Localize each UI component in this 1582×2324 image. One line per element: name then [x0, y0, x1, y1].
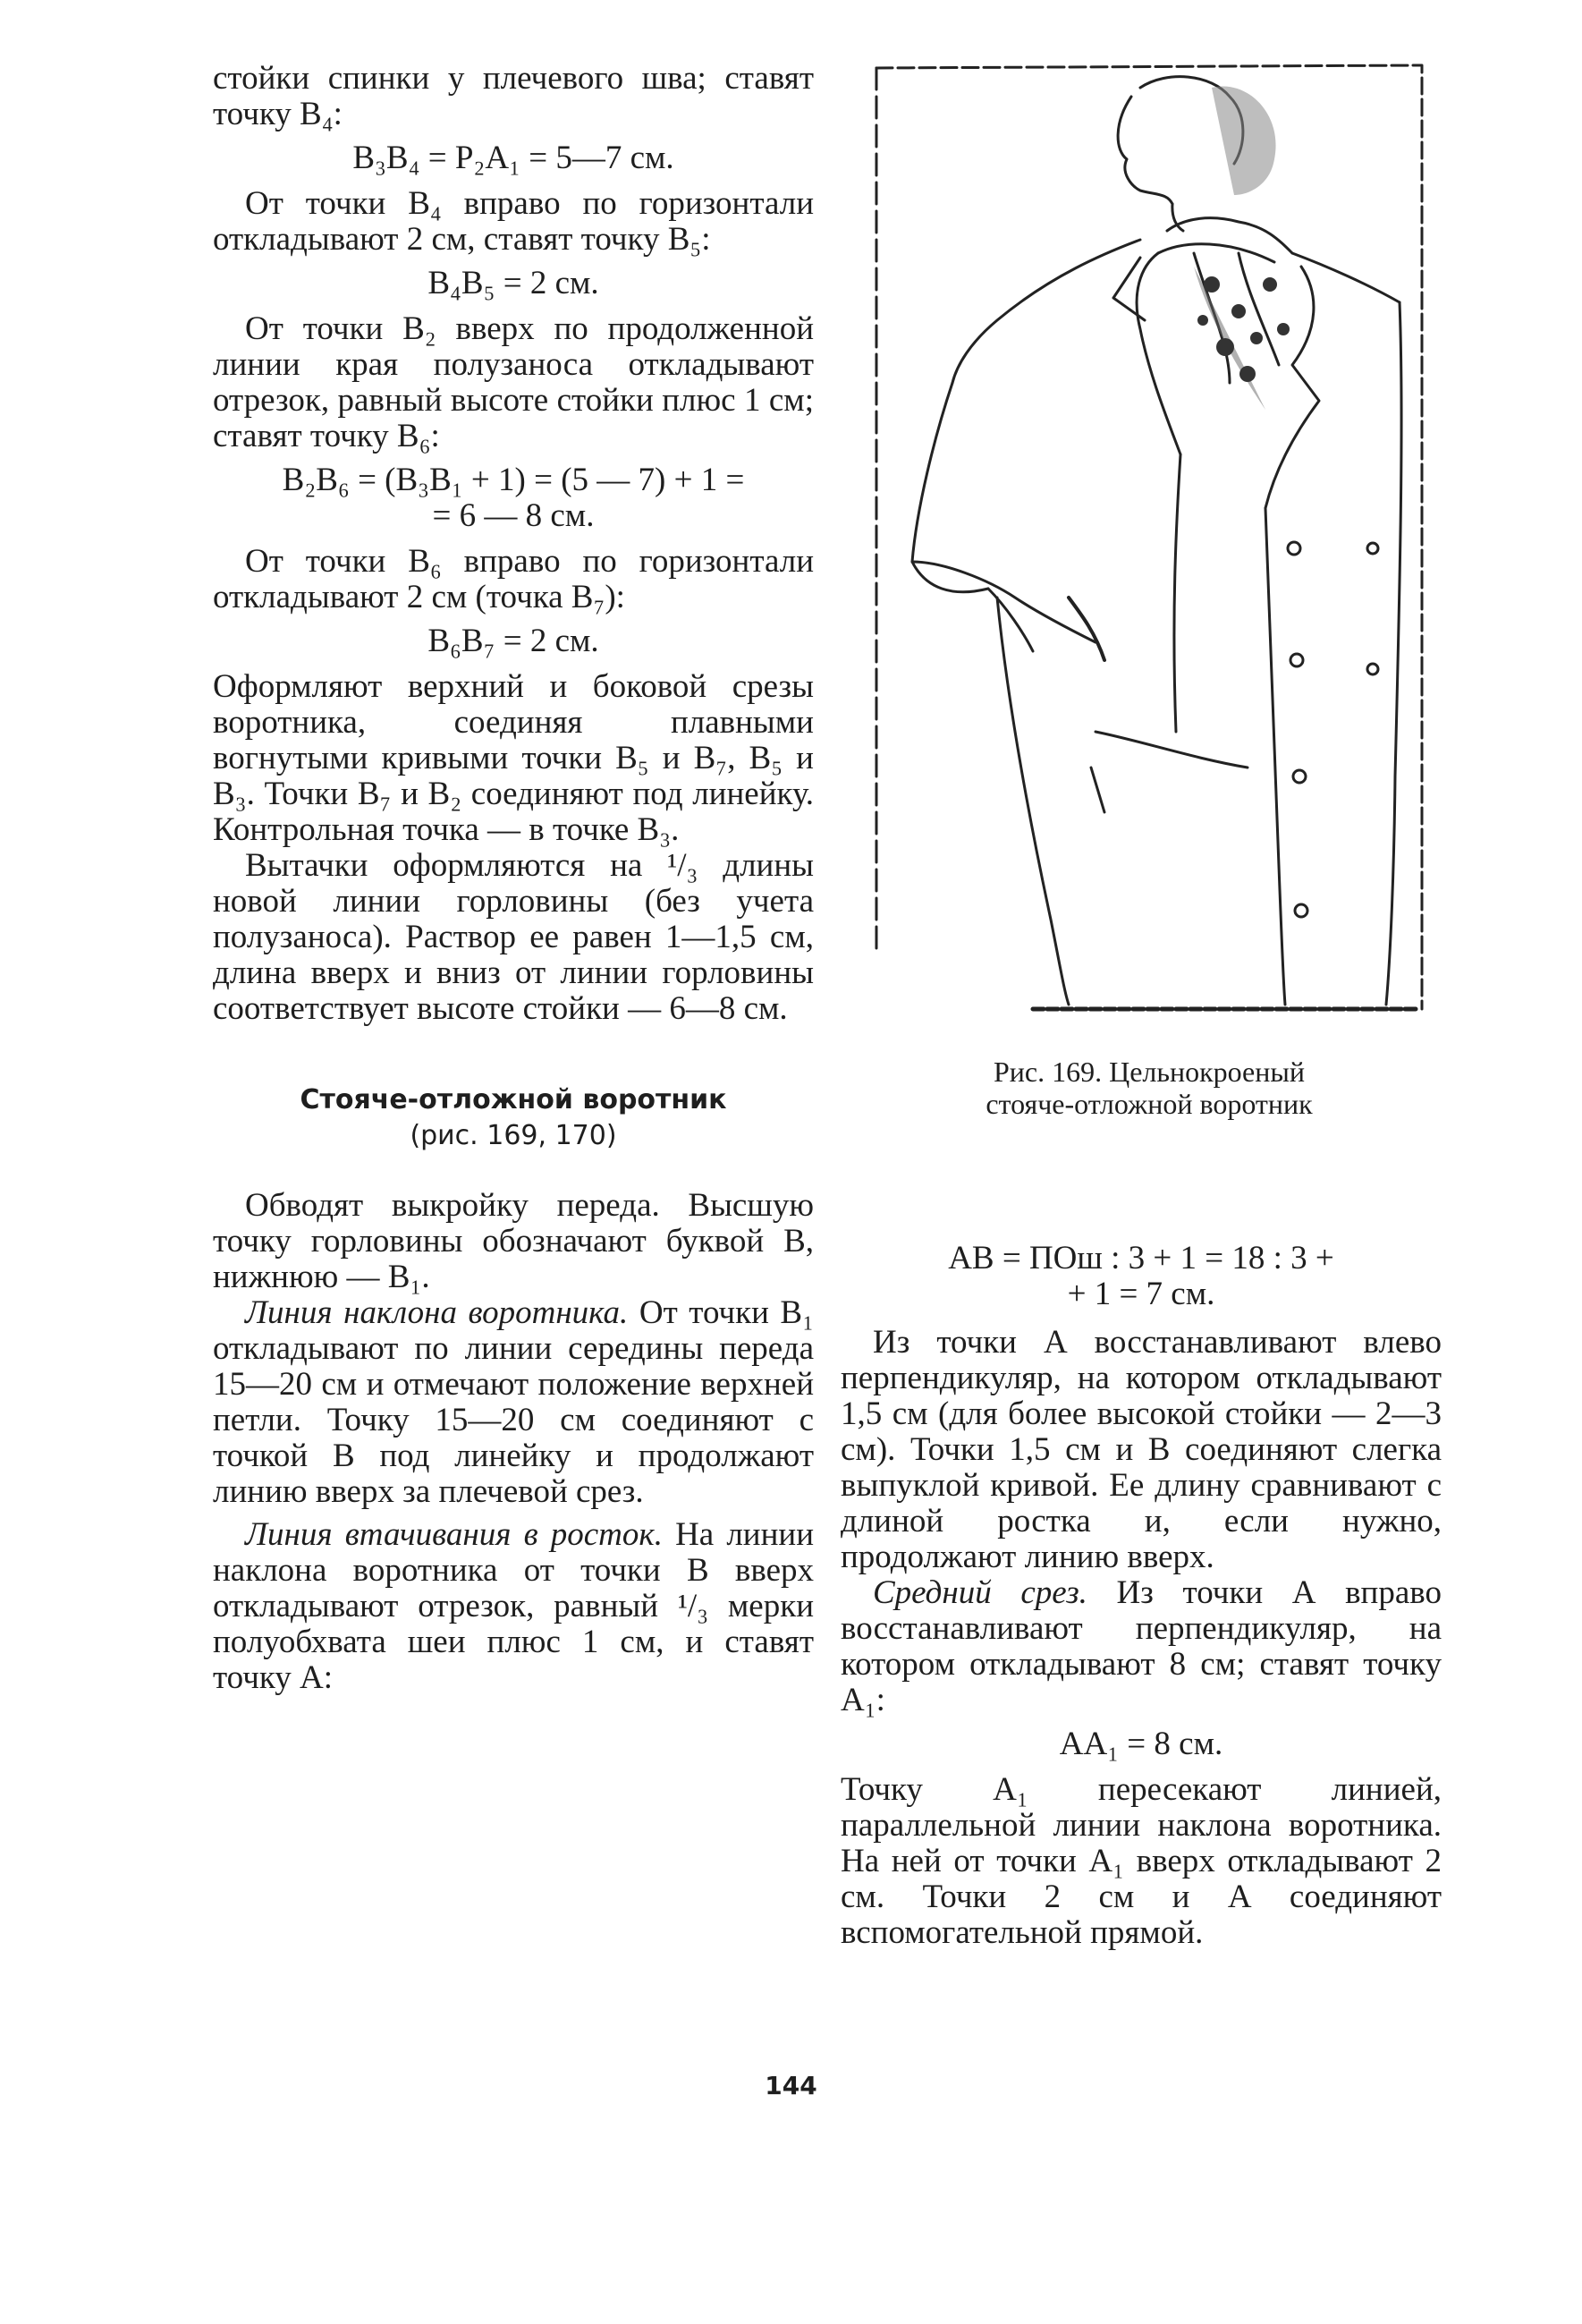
- paragraph: [213, 1295, 814, 1510]
- figure-caption: [845, 1056, 1453, 1120]
- section-heading-reference: (рис. 169, 170): [410, 1120, 617, 1151]
- formula: АА₁ = 8 см.: [1059, 1726, 1223, 1762]
- caption-line: стояче-отложной воротник: [986, 1088, 1313, 1120]
- italic-term: Линия наклона воротника.: [245, 1294, 629, 1331]
- italic-term: Средний срез.: [873, 1574, 1087, 1611]
- paragraph: стойки спинки у плечевого шва; ставят точку В₄:: [213, 60, 814, 132]
- figure-illustration: [872, 61, 1426, 1027]
- paragraph-text: От точки В₁ откладывают по линии середины переда 15—20 см и отмечают положение верхней петли. Точку 15—20 см соединяют с точкой В под линейку и продолжают линию вверх за плечевой срез.: [213, 1294, 814, 1510]
- paragraph: [213, 1517, 814, 1696]
- caption-line: Рис. 169. Цельнокроеный: [993, 1056, 1305, 1088]
- formula-continued: + 1 = 7 см.: [1067, 1276, 1215, 1312]
- italic-term: Линия втачивания в росток.: [245, 1516, 663, 1553]
- formula-continued: = 6 — 8 см.: [432, 497, 595, 534]
- page-number: 144: [765, 2071, 817, 2100]
- paragraph: [841, 1575, 1442, 1718]
- paragraph: Точку А₁ пересекают линией, параллельной линии наклона воротника. На ней от точки А₁ вверх откладывают 2 см. Точки 2 см и А соединяют вспомогательной прямой.: [841, 1771, 1442, 1951]
- formula: В₆В₇ = 2 см.: [427, 623, 599, 659]
- formula: В₃В₄ = Р₂А₁ = 5—7 см.: [352, 140, 674, 176]
- paragraph: Из точки А восстанавливают влево перпендикуляр, на котором откладывают 1,5 см (для более высокой стойки — 2—3 см). Точки 1,5 см и В соединяют слегка выпуклой кривой. Ее длину сравнивают с длиной ростка и, если нужно, продолжают линию вверх.: [841, 1324, 1442, 1575]
- right-column: [841, 1233, 1442, 1951]
- left-column: [213, 61, 814, 1696]
- paragraph: Оформляют верхний и боковой срезы воротника, соединяя плавными вогнутыми кривыми точки В₅ и В₇, В₅ и В₃. Точки В₇ и В₂ соединяют под линейку. Контрольная точка — в точке В₃.: [213, 668, 814, 848]
- formula: В₂В₆ = (В₃В₁ + 1) = (5 — 7) + 1 =: [282, 462, 745, 498]
- section-heading: Стояче-отложной воротник: [300, 1084, 727, 1115]
- paragraph-text: Из точки А вправо восстанавливают перпендикуляр, на котором откладывают 8 см; ставят точку А₁:: [841, 1574, 1442, 1718]
- paragraph-text: На линии наклона воротника от точки В вверх откладывают отрезок, равный ¹/₃ мерки полуобхвата шеи плюс 1 см, и ставят точку А:: [213, 1516, 814, 1696]
- paragraph: От точки В₆ вправо по горизонтали откладывают 2 см (точка В₇):: [213, 543, 814, 615]
- formula: В₄В₅ = 2 см.: [427, 265, 599, 301]
- formula: АВ = ПОш : 3 + 1 = 18 : 3 +: [948, 1240, 1334, 1277]
- paragraph: От точки В₄ вправо по горизонтали откладывают 2 см, ставят точку В₅:: [213, 185, 814, 258]
- paragraph: От точки В₂ вверх по продолженной линии края полузаноса откладывают отрезок, равный высоте стойки плюс 1 см; ставят точку В₆:: [213, 310, 814, 454]
- paragraph: Вытачки оформляются на ¹/₃ длины новой линии горловины (без учета полузаноса). Раствор ее равен 1—1,5 см, длина вверх и вниз от линии горловины соответствует высоте стойки — 6—8 см.: [213, 847, 814, 1027]
- paragraph: Обводят выкройку переда. Высшую точку горловины обозначают буквой В, нижнюю — В₁.: [213, 1187, 814, 1295]
